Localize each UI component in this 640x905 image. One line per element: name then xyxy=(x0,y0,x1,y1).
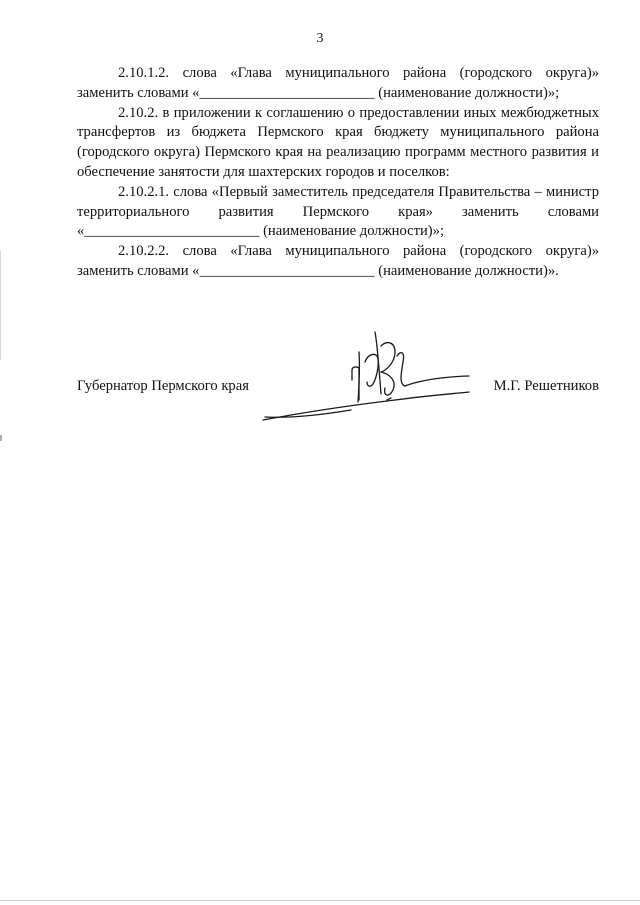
document-body xyxy=(77,64,599,282)
scan-edge-left xyxy=(0,250,1,360)
signatory-name: М.Г. Решетников xyxy=(493,378,599,394)
paragraph-2-10-2-1: 2.10.2.1. слова «Первый заместитель председателя Правительства – министр территориального развития Пермского края» заменить словами «________________________ (наименование должности)»; xyxy=(77,183,599,240)
paragraph-2-10-2: 2.10.2. в приложении к соглашению о предоставлении иных межбюджетных трансфертов из бюджета Пермского края бюджету муниципального района (городского округа) Пермского края на реализацию программ местного развития и обеспечение занятости для шахтерских городов и поселков: xyxy=(77,104,599,180)
scan-edge-bottom xyxy=(0,900,640,901)
scan-mark-left xyxy=(0,435,2,441)
signatory-position: Губернатор Пермского края xyxy=(77,378,249,394)
paragraph-2-10-2-2: 2.10.2.2. слова «Глава муниципального района (городского округа)» заменить словами «________________________ (наименование должности)». xyxy=(77,243,599,279)
paragraph-2-10-1-2: 2.10.1.2. слова «Глава муниципального района (городского округа)» заменить словами «________________________ (наименование должности)»; xyxy=(77,65,599,101)
page-number: 3 xyxy=(316,31,324,46)
handwritten-signature-icon xyxy=(255,322,477,428)
